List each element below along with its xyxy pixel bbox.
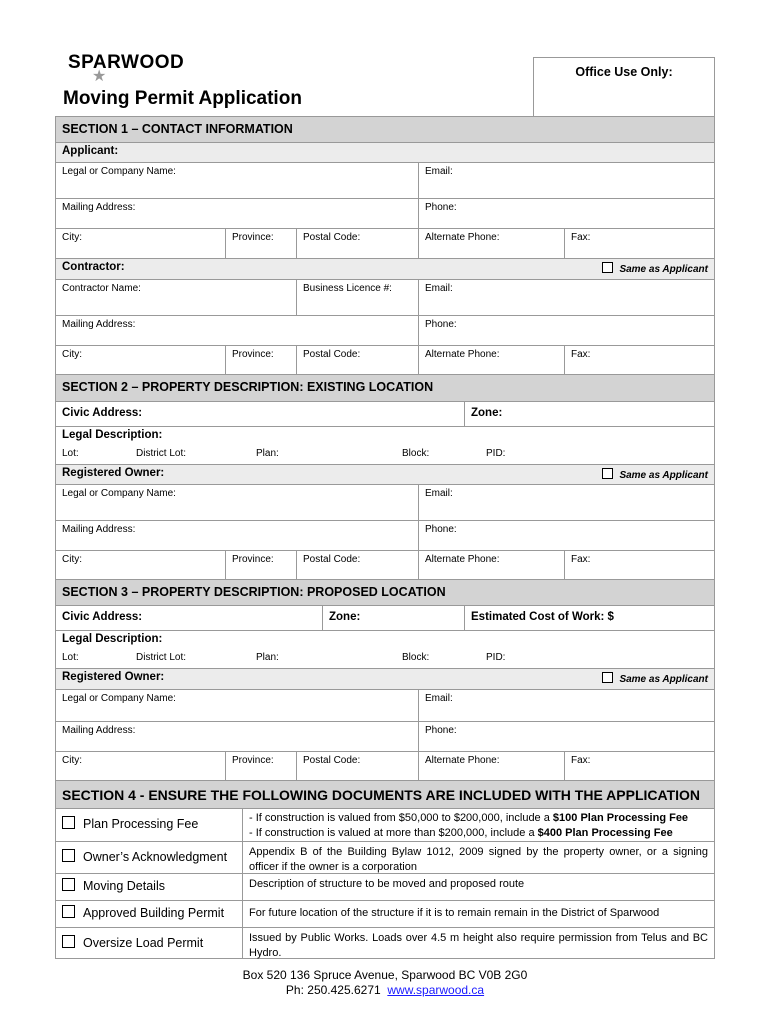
moving-details-description: Description of structure to be moved and proposed route — [242, 874, 714, 900]
doc-label: Oversize Load Permit — [83, 936, 204, 950]
estimated-cost-field[interactable] — [464, 606, 714, 630]
same-as-applicant-label: Same as Applicant — [619, 264, 708, 275]
moving-details-checkbox-label[interactable] — [56, 874, 242, 900]
pid-label: PID: — [486, 448, 506, 459]
page-title: Moving Permit Application — [63, 88, 302, 109]
plan-fee-text: - If construction is valued from $50,000 to $200,000, include a — [249, 812, 553, 824]
checkbox-icon[interactable] — [62, 849, 75, 862]
field-label: Phone: — [425, 202, 457, 213]
contractor-same-as-applicant[interactable] — [602, 262, 708, 275]
proposed-zone-field[interactable] — [322, 606, 464, 630]
field-label: Email: — [425, 693, 453, 704]
field-label: Phone: — [425, 725, 457, 736]
registered-owner-label: Registered Owner: — [62, 671, 165, 683]
owner-ack-checkbox-label[interactable] — [56, 842, 242, 873]
footer-phone: Ph: 250.425.6271 — [285, 983, 381, 997]
section-3-heading: SECTION 3 – PROPERTY DESCRIPTION: PROPOSED LOCATION — [56, 580, 714, 605]
contractor-postal-field[interactable] — [296, 346, 418, 375]
field-label: City: — [62, 232, 82, 243]
existing-owner-postal-field[interactable] — [296, 551, 418, 580]
field-label: Mailing Address: — [62, 319, 136, 330]
plan-fee-line-2 — [249, 826, 708, 841]
owner-ack-description: Appendix B of the Building Bylaw 1012, 2009 signed by the property owner, or a signing officer if the owner is a corporation — [242, 842, 714, 873]
existing-owner-heading — [56, 464, 714, 484]
field-label: Contractor Name: — [62, 283, 141, 294]
existing-owner-email-field[interactable] — [418, 485, 714, 520]
field-label: Postal Code: — [303, 232, 361, 243]
proposed-owner-name-row — [56, 689, 714, 721]
office-use-box — [533, 57, 715, 117]
existing-owner-province-field[interactable] — [225, 551, 296, 580]
contractor-name-row — [56, 279, 714, 315]
applicant-mailing-row — [56, 198, 714, 228]
section-1-heading: SECTION 1 – CONTACT INFORMATION — [56, 116, 714, 142]
field-label: Business Licence #: — [303, 283, 392, 294]
building-permit-checkbox-label[interactable] — [56, 901, 242, 927]
section-2 — [55, 375, 715, 580]
office-use-label: Office Use Only: — [575, 65, 673, 79]
same-as-applicant-label: Same as Applicant — [619, 470, 708, 481]
proposed-civic-address-field[interactable] — [56, 606, 322, 630]
field-label: Fax: — [571, 755, 591, 766]
contractor-city-field[interactable] — [56, 346, 225, 375]
field-label: Province: — [232, 232, 274, 243]
contractor-city-row — [56, 345, 714, 375]
section-4 — [55, 781, 715, 959]
section-1 — [55, 116, 715, 375]
doc-label: Approved Building Permit — [83, 906, 225, 920]
existing-owner-mailing-row — [56, 520, 714, 550]
plan-fee-amount: $100 Plan Processing Fee — [552, 812, 689, 824]
registered-owner-label: Registered Owner: — [62, 467, 165, 479]
doc-label: Moving Details — [83, 879, 165, 893]
applicant-mailing-field[interactable] — [56, 199, 418, 228]
contractor-alt-phone-field[interactable] — [418, 346, 564, 375]
lot-label: Lot: — [62, 448, 79, 459]
field-label: Phone: — [425, 524, 457, 535]
checkbox-icon[interactable] — [62, 935, 75, 948]
applicant-heading: Applicant: — [56, 142, 714, 162]
contractor-phone-field[interactable] — [418, 316, 714, 345]
proposed-owner-mailing-field[interactable] — [56, 722, 418, 751]
applicant-fax-field[interactable] — [564, 229, 714, 258]
plan-fee-amount: $400 Plan Processing Fee — [537, 827, 673, 839]
building-permit-description: For future location of the structure if it is to remain remain in the District of Sparwood — [242, 901, 714, 927]
website-link[interactable]: www.sparwood.ca — [387, 983, 485, 997]
doc-row-plan-fee — [56, 808, 714, 841]
section-2-heading: SECTION 2 – PROPERTY DESCRIPTION: EXISTING LOCATION — [56, 375, 714, 401]
field-label: Postal Code: — [303, 349, 361, 360]
existing-legal-heading: Legal Description: — [56, 426, 714, 446]
proposed-owner-alt-phone-field[interactable] — [418, 752, 564, 781]
proposed-owner-name-field[interactable] — [56, 690, 418, 721]
existing-owner-fax-field[interactable] — [564, 551, 714, 580]
contractor-heading — [56, 258, 714, 279]
applicant-city-row — [56, 228, 714, 258]
field-label: Postal Code: — [303, 755, 361, 766]
doc-label: Plan Processing Fee — [83, 817, 199, 831]
field-label: City: — [62, 755, 82, 766]
contractor-mailing-field[interactable] — [56, 316, 418, 345]
field-label: Fax: — [571, 349, 591, 360]
field-label: Civic Address: — [62, 407, 143, 419]
plan-fee-text: - If construction is valued at more than $200,000, include a — [249, 827, 538, 839]
field-label: Mailing Address: — [62, 524, 136, 535]
field-label: Phone: — [425, 319, 457, 330]
contractor-province-field[interactable] — [225, 346, 296, 375]
contractor-mailing-row — [56, 315, 714, 345]
field-label: Mailing Address: — [62, 202, 136, 213]
field-label: City: — [62, 349, 82, 360]
field-label: Mailing Address: — [62, 725, 136, 736]
pid-label: PID: — [486, 652, 506, 663]
proposed-owner-heading — [56, 668, 714, 689]
plan-fee-description — [242, 809, 714, 841]
footer — [0, 968, 770, 998]
applicant-name-row — [56, 162, 714, 198]
district-lot-label: District Lot: — [136, 448, 187, 459]
proposed-owner-same-as-applicant[interactable] — [602, 672, 708, 685]
applicant-city-field[interactable] — [56, 229, 225, 258]
proposed-legal-row — [56, 649, 714, 669]
proposed-owner-city-row — [56, 751, 714, 781]
field-label: Zone: — [329, 611, 361, 623]
field-label: Estimated Cost of Work: $ — [471, 611, 614, 623]
field-label: Province: — [232, 755, 274, 766]
proposed-owner-phone-field[interactable] — [418, 722, 714, 751]
checkbox-icon[interactable] — [62, 905, 75, 918]
existing-legal-row — [56, 445, 714, 465]
applicant-email-field[interactable] — [418, 163, 714, 198]
contractor-email-field[interactable] — [418, 280, 714, 315]
applicant-phone-field[interactable] — [418, 199, 714, 228]
contractor-fax-field[interactable] — [564, 346, 714, 375]
block-label: Block: — [402, 652, 430, 663]
section-3 — [55, 580, 715, 781]
doc-row-building-permit — [56, 900, 714, 927]
field-label: Civic Address: — [62, 611, 143, 623]
contractor-name-field[interactable] — [56, 280, 296, 315]
lot-label: Lot: — [62, 652, 79, 663]
field-label: Province: — [232, 554, 274, 565]
applicant-name-field[interactable] — [56, 163, 418, 198]
oversize-load-description: Issued by Public Works. Loads over 4.5 m height also require permission from Telus and BC Hydro. — [242, 928, 714, 958]
district-lot-label: District Lot: — [136, 652, 187, 663]
existing-owner-city-row — [56, 550, 714, 580]
field-label: Alternate Phone: — [425, 554, 500, 565]
existing-civic-row — [56, 401, 714, 426]
field-label: Legal or Company Name: — [62, 166, 176, 177]
same-as-applicant-label: Same as Applicant — [619, 674, 708, 685]
field-label: Legal or Company Name: — [62, 488, 176, 499]
field-label: Alternate Phone: — [425, 232, 500, 243]
existing-owner-alt-phone-field[interactable] — [418, 551, 564, 580]
existing-owner-city-field[interactable] — [56, 551, 225, 580]
applicant-province-field[interactable] — [225, 229, 296, 258]
doc-row-owner-ack — [56, 841, 714, 873]
existing-owner-mailing-field[interactable] — [56, 521, 418, 550]
plan-fee-line-1 — [249, 811, 708, 826]
doc-row-moving-details — [56, 873, 714, 900]
field-label: Province: — [232, 349, 274, 360]
field-label: Email: — [425, 166, 453, 177]
sparwood-logo: SPARWOOD — [68, 52, 185, 73]
checkbox-icon[interactable] — [602, 262, 613, 273]
contractor-heading-label: Contractor: — [62, 261, 125, 273]
field-label: City: — [62, 554, 82, 565]
footer-address: Box 520 136 Spruce Avenue, Sparwood BC V0B 2G0 — [242, 968, 528, 982]
block-label: Block: — [402, 448, 430, 459]
applicant-postal-field[interactable] — [296, 229, 418, 258]
field-label: Zone: — [471, 407, 503, 419]
doc-row-oversize-load — [56, 927, 714, 958]
oversize-load-checkbox-label[interactable] — [56, 928, 242, 958]
business-licence-field[interactable] — [296, 280, 418, 315]
checkbox-icon[interactable] — [62, 816, 75, 829]
field-label: Fax: — [571, 232, 591, 243]
field-label: Email: — [425, 488, 453, 499]
owner-same-as-applicant[interactable] — [602, 468, 708, 481]
plan-fee-checkbox-label[interactable] — [56, 809, 242, 841]
checkbox-icon[interactable] — [602, 468, 613, 479]
field-label: Legal or Company Name: — [62, 693, 176, 704]
checkbox-icon[interactable] — [602, 672, 613, 683]
proposed-civic-row — [56, 605, 714, 630]
proposed-owner-fax-field[interactable] — [564, 752, 714, 781]
proposed-owner-province-field[interactable] — [225, 752, 296, 781]
field-label: Postal Code: — [303, 554, 361, 565]
proposed-owner-mailing-row — [56, 721, 714, 751]
existing-owner-phone-field[interactable] — [418, 521, 714, 550]
existing-owner-name-row — [56, 484, 714, 520]
proposed-owner-city-field[interactable] — [56, 752, 225, 781]
section-4-heading: SECTION 4 - ENSURE THE FOLLOWING DOCUMENTS ARE INCLUDED WITH THE APPLICATION — [56, 781, 714, 808]
star-icon: ★ — [92, 68, 107, 85]
applicant-alt-phone-field[interactable] — [418, 229, 564, 258]
proposed-owner-email-field[interactable] — [418, 690, 714, 721]
plan-label: Plan: — [256, 448, 279, 459]
proposed-legal-heading: Legal Description: — [56, 630, 714, 650]
field-label: Alternate Phone: — [425, 349, 500, 360]
checkbox-icon[interactable] — [62, 878, 75, 891]
existing-civic-address-field[interactable] — [56, 402, 464, 426]
plan-label: Plan: — [256, 652, 279, 663]
field-label: Email: — [425, 283, 453, 294]
footer-contact — [0, 983, 770, 998]
field-label: Alternate Phone: — [425, 755, 500, 766]
doc-label: Owner’s Acknowledgment — [83, 850, 228, 864]
existing-owner-name-field[interactable] — [56, 485, 418, 520]
existing-zone-field[interactable] — [464, 402, 714, 426]
field-label: Fax: — [571, 554, 591, 565]
proposed-owner-postal-field[interactable] — [296, 752, 418, 781]
